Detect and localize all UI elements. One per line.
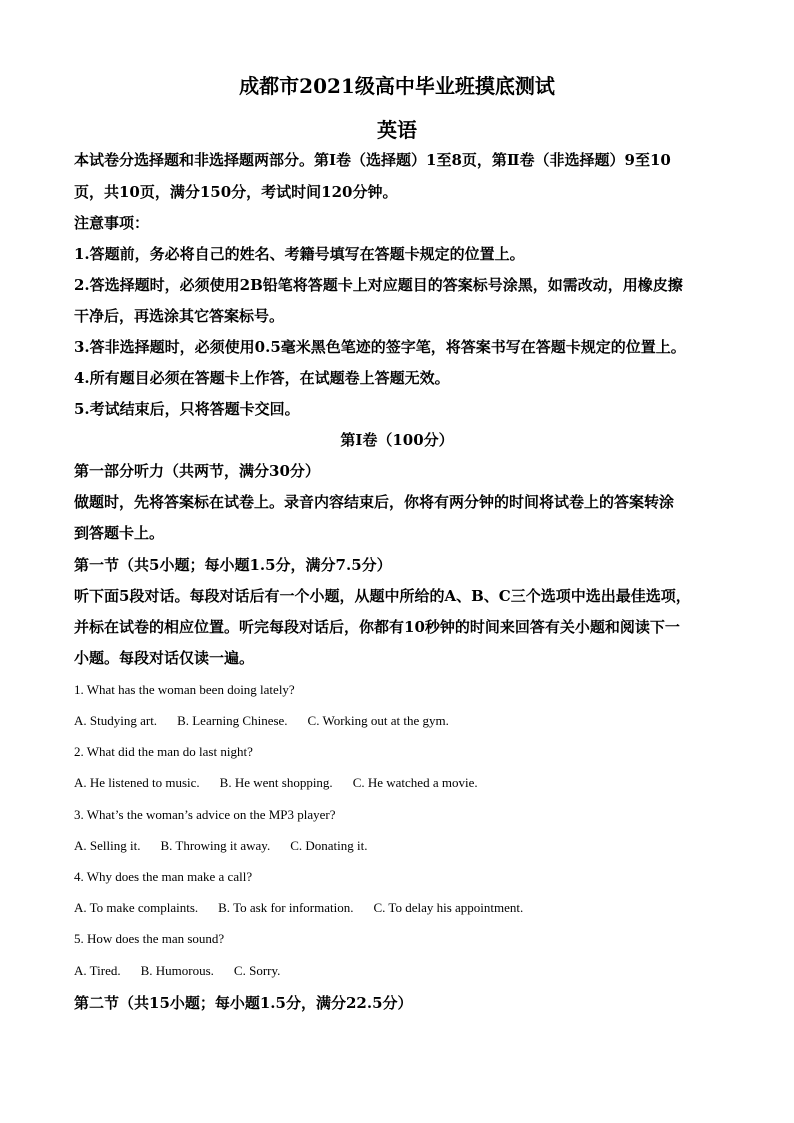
part1-instruction-2: 到答题卡上。: [74, 524, 165, 542]
note-5: 5.考试结束后，只将答题卡交回。: [74, 400, 300, 418]
option-b: B. Throwing it away.: [160, 838, 271, 853]
option-a: A. Studying art.: [74, 713, 158, 728]
notes-heading: 注意事项：: [74, 214, 150, 232]
note-1: 1.答题前，务必将自己的姓名、考籍号填写在答题卡规定的位置上。: [74, 245, 525, 263]
subject-title: 英语: [377, 118, 417, 142]
option-a: A. He listened to music.: [74, 775, 200, 790]
part1-instruction-1: 做题时，先将答案标在试卷上。录音内容结束后，你将有两分钟的时间将试卷上的答案转涂: [74, 493, 675, 511]
option-b: B. Learning Chinese.: [177, 713, 288, 728]
question-3-options: [74, 837, 734, 855]
intro-line-1: 本试卷分选择题和非选择题两部分。第Ⅰ卷（选择题）1至8页，第Ⅱ卷（非选择题）9至10: [74, 151, 671, 169]
question-4: 4. Why does the man make a call?: [74, 869, 253, 884]
option-a: A. Selling it.: [74, 838, 141, 853]
question-1-options: [74, 712, 734, 730]
option-c: C. Sorry.: [233, 963, 281, 978]
question-2: 2. What did the man do last night?: [74, 744, 253, 759]
intro-line-2: 页，共10页，满分150分，考试时间120分钟。: [74, 183, 398, 201]
question-4-options: [74, 899, 734, 917]
section2-heading: 第二节（共15小题；每小题1.5分，满分22.5分）: [74, 994, 413, 1012]
note-2a: 2.答选择题时，必须使用2B铅笔将答题卡上对应题目的答案标号涂黑，如需改动，用橡皮擦: [74, 276, 683, 294]
option-c: C. To delay his appointment.: [373, 900, 524, 915]
question-5-options: [74, 962, 734, 980]
option-a: A. Tired.: [74, 963, 121, 978]
part1-heading: 第一部分听力（共两节，满分30分）: [74, 462, 320, 480]
option-a: A. To make complaints.: [74, 900, 199, 915]
question-2-options: [74, 774, 734, 792]
option-c: C. He watched a movie.: [352, 775, 478, 790]
section1-instruction-1: 听下面5段对话。每段对话后有一个小题，从题中所给的A、B、C三个选项中选出最佳选项，: [74, 587, 691, 605]
option-b: B. He went shopping.: [219, 775, 333, 790]
section1-instruction-3: 小题。每段对话仅读一遍。: [74, 649, 255, 667]
exam-title: 成都市2021级高中毕业班摸底测试: [239, 74, 555, 98]
note-3: 3.答非选择题时，必须使用0.5毫米黑色笔迹的签字笔，将答案书写在答题卡规定的位置上。: [74, 338, 686, 356]
option-b: B. To ask for information.: [218, 900, 354, 915]
section1-heading: 第一节（共5小题；每小题1.5分，满分7.5分）: [74, 556, 392, 574]
volume-title: 第Ⅰ卷（100分）: [340, 431, 454, 449]
section1-instruction-2: 并标在试卷的相应位置。听完每段对话后，你都有10秒钟的时间来回答有关小题和阅读下一: [74, 618, 680, 636]
question-5: 5. How does the man sound?: [74, 931, 225, 946]
note-2b: 干净后，再选涂其它答案标号。: [74, 307, 285, 325]
question-3: 3. What’s the woman’s advice on the MP3 player?: [74, 807, 336, 822]
note-4: 4.所有题目必须在答题卡上作答，在试题卷上答题无效。: [74, 369, 450, 387]
question-1: 1. What has the woman been doing lately?: [74, 682, 295, 697]
option-b: B. Humorous.: [140, 963, 214, 978]
option-c: C. Donating it.: [290, 838, 368, 853]
option-c: C. Working out at the gym.: [307, 713, 449, 728]
